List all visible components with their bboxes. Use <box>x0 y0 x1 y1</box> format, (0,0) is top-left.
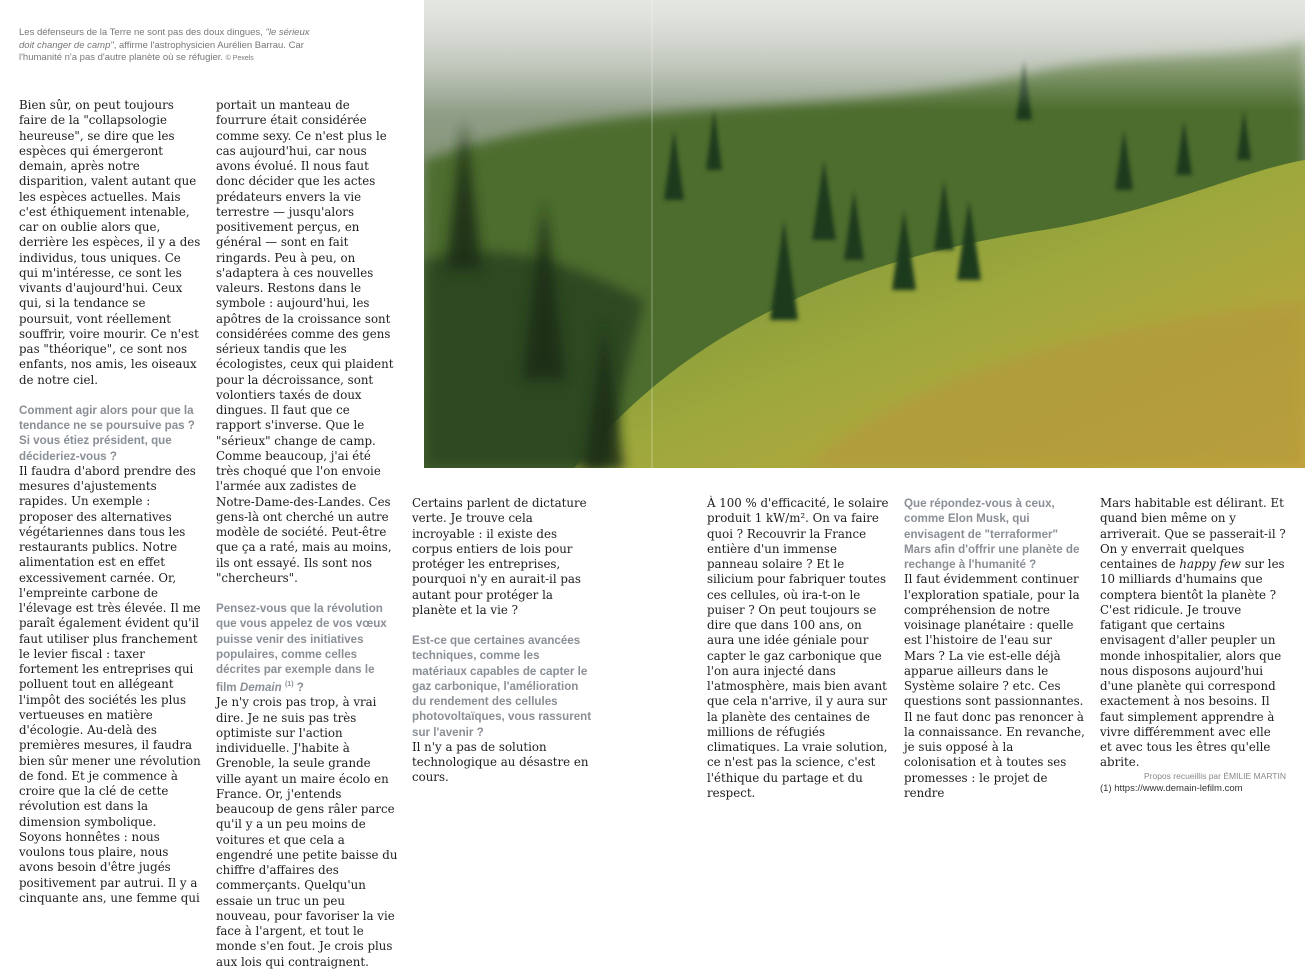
paragraph: portait un manteau de fourrure était considérée comme sexy. Ce n'est plus le cas aujourd'hui, car nous avons évolué. Il nous faut donc décider que les actes prédateurs envers la vie terrestre — jusqu'alors positivement perçus, en général — sont en fait ringards. Peu à peu, on s'adaptera à ces nouvelles valeurs. Restons dans le symbole : aujourd'hui, les apôtres de la croissance sont considérées comme des gens sérieux tandis que les écologistes, ceux qui plaident pour la décroissance, sont volontiers taxés de doux dingues. Il faut que ce rapport s'inverse. Que le "sérieux" change de camp. Comme beaucoup, j'ai été très choqué que l'on envoie l'armée aux zadistes de Notre-Dame-des-Landes. Ces gens-là ont cherché un autre modèle de société. Peut-être que ça a raté, mais au moins, ils ont essayé. Ils sont nos "chercheurs". <box>216 98 394 585</box>
paragraph <box>1100 496 1286 771</box>
film-title: Demain <box>239 681 282 695</box>
caption-text: Les défenseurs de la Terre ne sont pas des doux dingues, <box>19 27 266 38</box>
paragraph: Bien sûr, on peut toujours faire de la "collapsologie heureuse", se dire que les espèces qui émergeront demain, après notre disparition, valent autant que les espèces actuelles. Mais c'est éthiquement intenable, car on oublie alors que, derrière les espèces, il y a des individus, tous uniques. Ce qui m'intéresse, ce sont les vivants d'aujourd'hui. Ceux qui, si la tendance se poursuit, vont réellement souffrir, voire mourir. Ce n'est pas "théorique", ce sont nos enfants, nos amis, les oiseaux de notre ciel. <box>19 98 201 387</box>
paragraph: Il faut évidemment continuer l'exploration spatiale, pour la compréhension de notre voisinage planétaire : quelle est l'histoire de l'eau sur Mars ? La vie est-elle déjà apparue ailleurs dans le Système solaire ? etc. Ces questions sont passionnantes. Il ne faut donc pas renoncer à la connaissance. En revanche, je suis opposé à la colonisation et à toutes ses promesses : le projet de rendre <box>904 572 1085 800</box>
paragraph: À 100 % d'efficacité, le solaire produit 1 kW/m². On va faire quoi ? Recouvrir la France entière d'un immense panneau solaire ? Et le silicium pour fabriquer toutes ces cellules, où ira-t-on le puiser ? On peut toujours se dire que dans 100 ans, on aura une idée géniale pour capter le gaz carbonique que l'on aura injecté dans l'atmosphère, mais bien avant que cela n'arrive, il y aura sur la planète des centaines de millions de réfugiés climatiques. La vraie solution, ce n'est pas la science, c'est l'éthique du partage et du respect. <box>707 496 889 800</box>
paragraph: Certains parlent de dictature verte. Je trouve cela incroyable : il existe des corpus entiers de lois pour protéger les entreprises, pourquoi n'y en aurait-il pas autant pour protéger la planète et la vie ? <box>412 496 587 617</box>
article-column-5 <box>904 496 1086 801</box>
footnote: (1) https://www.demain-lefilm.com <box>1100 782 1243 794</box>
interview-question: Comment agir alors pour que la tendance ne se poursuive pas ? Si vous étiez président, que décideriez-vous ? <box>19 403 195 463</box>
interview-question: Que répondez-vous à ceux, comme Elon Musk, qui envisagent de "terraformer" Mars afin d'offrir une planète de rechange à l'humanité ? <box>904 497 1080 571</box>
article-column-2 <box>216 98 398 970</box>
article-column-1 <box>19 98 201 906</box>
footnote-ref: (1) <box>284 681 294 689</box>
question-end: ? <box>293 681 304 695</box>
question-text: Pensez-vous que la révolution que vous appelez de vos vœux puisse venir des initiatives populaires, comme celles décrites par exemple dans le film <box>216 602 387 695</box>
article-column-4 <box>707 496 889 801</box>
paragraph: Il faudra d'abord prendre des mesures d'ajustements rapides. Un exemple : proposer des alternatives végétariennes dans tous les restaurants publics. Notre alimentation est en effet excessivement carnée. Or, l'empreinte carbone de l'élevage est très élevée. Il me paraît également évident qu'il faut utiliser plus franchement le levier fiscal : taxer fortement les entreprises qui polluent tout en allégeant l'impôt des sociétés les plus vertueuses en matière d'écologie. Au-delà des premières mesures, il faudra bien sûr mener une révolution de fond. Et je commence à croire que la clé de cette révolution est dans la dimension symbolique. Soyons honnêtes : nous voulons tous plaire, nous avons besoin d'être jugés positivement par autrui. Il y a cinquante ans, une femme qui <box>19 463 201 905</box>
article-column-3 <box>412 496 594 786</box>
caption-text-end: , affirme l'astrophysicien Aurélien Barrau. Car l'humanité n'a pas d'autre planète où se réfugier. <box>19 39 304 64</box>
author-credit: Propos recueillis par ÉMILIE MARTIN <box>1143 770 1286 781</box>
text: sur les 10 milliards d'humains que comptera bientôt la planète ? C'est ridicule. Je trouve fatigant que certains envisagent d'aller peupler un monde inhospitalier, alors que nous disposons aujourd'hui d'une planète qui correspond exactement à nos besoins. Il faut simplement apprendre à vivre différemment avec elle et avec tous les êtres qu'elle abrite. <box>1100 557 1285 770</box>
photo-credit: © Pexels <box>225 55 254 63</box>
landscape-photo <box>424 0 1305 468</box>
interview-question: Est-ce que certaines avancées techniques, comme les matériaux capables de capter le gaz carbonique, l'amélioration du rendement des cellules photovoltaïques, vous rassurent sur l'avenir ? <box>412 634 592 739</box>
paragraph: Je n'y crois pas trop, à vrai dire. Je ne suis pas très optimiste sur l'action individuelle. J'habite à Grenoble, la seule grande ville ayant un maire écolo en France. Or, j'entends beaucoup de gens râler parce qu'il y a un peu moins de voitures et que cela a engendré une petite baisse du chiffre d'affaires des commerçants. Quelqu'un essaie un truc un peu nouveau, pour favoriser la vie face à l'argent, et tout le monde s'en fout. Je crois plus aux lois qui contraignent. <box>216 695 398 969</box>
text: Mars habitable est délirant. Et quand bien même on y arriverait. Que se passerait-il ? On y enverrait quelques centaines de <box>1100 496 1286 571</box>
caption-quote: "le sérieux doit changer de camp" <box>19 27 310 51</box>
italic-text: happy few <box>1179 557 1242 571</box>
paragraph: Il n'y a pas de solution technologique au désastre en cours. <box>412 739 589 785</box>
photo-caption <box>19 27 319 66</box>
interview-question <box>216 601 398 695</box>
